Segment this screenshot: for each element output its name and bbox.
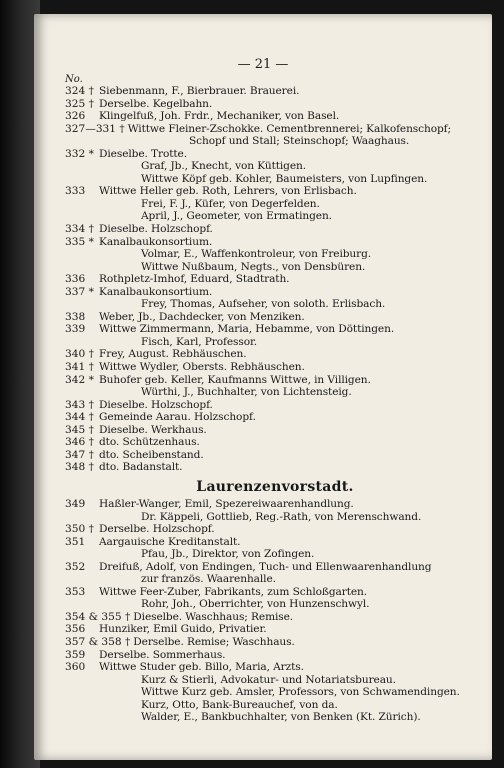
directory-entry [65,399,485,412]
entry-text: Wittwe Kurz geb. Amsler, Professors, von Schwamendingen. [141,686,460,699]
house-number: 324 † [65,85,94,97]
house-number [65,686,99,699]
entry-text: Rohr, Joh., Oberrichter, von Hunzenschwyl. [141,598,370,611]
house-number: 356 [65,623,86,636]
directory-entry [65,198,485,211]
entry-text: Frei, F. J., Küfer, von Degerfelden. [141,197,320,210]
directory-entry [65,561,485,574]
entry-text: Schopf und Stall; Steinschopf; Waaghaus. [189,135,410,148]
directory-entry [65,548,485,561]
entry-text: Frey, Thomas, Aufseher, von soloth. Erlisbach. [141,298,386,311]
entry-text: Würthi, J., Buchhalter, von Lichtensteig. [141,386,352,399]
directory-entry [65,536,485,549]
entry-text: Weber, Jb., Dachdecker, von Menziken. [99,310,305,323]
directory-entry [65,123,485,136]
house-number [65,573,99,586]
entry-text: Gemeinde Aarau. Holzschopf. [99,411,256,424]
directory-entry [65,173,485,186]
house-number: 337 * [65,285,94,298]
directory-entry [65,148,485,161]
directory-entry [65,424,485,437]
house-number: 350 † [65,523,94,536]
directory-entry [65,598,485,611]
book-page [34,14,492,760]
house-number: 348 † [65,461,94,474]
house-number: 334 † [65,223,94,236]
entry-text: dto. Schützenhaus. [99,436,200,449]
directory-entry [65,248,485,261]
house-number [65,198,99,211]
entry-text: Derselbe. Remise; Waschhaus. [133,635,295,648]
house-number [65,699,99,712]
directory-entry [65,649,485,662]
house-number: 340 † [65,348,94,361]
house-number: 333 [65,185,86,198]
entry-text: Wittwe Feer-Zuber, Fabrikants, zum Schloßgarten. [99,585,368,598]
house-number: 346 † [65,436,94,449]
directory-entry [65,336,485,349]
entry-text: Rothpletz-Imhof, Eduard, Stadtrath. [99,273,290,286]
house-number: 343 † [65,398,94,411]
entry-text: Derselbe. Sommerhaus. [99,648,226,661]
entry-text: Derselbe. Holzschopf. [99,523,215,536]
house-number [65,298,99,311]
entry-text: Haßler-Wanger, Emil, Spezereiwaarenhandlung. [99,497,354,510]
directory-entry [65,449,485,462]
directory-entry [65,661,485,674]
house-number [65,711,99,724]
directory-entry [65,699,485,712]
directory-entry [65,623,485,636]
entry-text: Wittwe Studer geb. Billo, Maria, Arzts. [99,661,304,674]
entry-text: Dieselbe. Werkhaus. [99,423,207,436]
directory-entry [65,436,485,449]
directory-entry [65,210,485,223]
house-number [65,248,99,261]
entry-text: Wittwe Heller geb. Roth, Lehrers, von Erlisbach. [99,185,357,198]
house-number: 338 [65,310,86,323]
page-number: — 21 — [237,57,289,72]
entry-text: Dieselbe. Holzschopf. [99,223,213,236]
house-number: 354 & 355 † [65,610,131,623]
house-number: 342 * [65,373,94,386]
directory-entry [65,361,485,374]
house-number: 353 [65,585,86,598]
directory-entries [65,85,485,724]
directory-entry [65,511,485,524]
house-number [65,160,99,173]
house-number [65,173,99,186]
entry-text: April, J., Geometer, von Ermatingen. [141,210,332,223]
house-number: 341 † [65,361,94,374]
entry-text: Frey, August. Rebhäuschen. [99,348,247,361]
directory-entry [65,374,485,387]
directory-entry [65,523,485,536]
house-number [65,598,99,611]
entry-text: Graf, Jb., Knecht, von Küttigen. [141,160,307,173]
house-number: 326 [65,110,86,123]
house-number: 357 & 358 † [65,635,131,648]
entry-text: Dreifuß, Adolf, von Endingen, Tuch- und Ellenwaarenhandlung [99,560,432,573]
entry-text: Dieselbe. Holzschopf. [99,398,213,411]
house-number [65,386,99,399]
house-number [65,511,99,524]
house-number: 344 † [65,411,94,424]
directory-entry [65,573,485,586]
directory-entry [65,586,485,599]
house-number: 335 * [65,235,94,248]
entry-text: Klingelfuß, Joh. Frdr., Mechaniker, von Basel. [99,110,340,123]
house-number: 325 † [65,97,94,110]
house-number [65,261,99,274]
directory-entry [65,311,485,324]
section-title: Laurenzenvorstadt. [196,478,354,495]
house-number: 360 [65,661,86,674]
entry-text: Dieselbe. Trotte. [99,147,187,160]
directory-entry [65,461,485,474]
house-number: 327—331 † [65,122,125,135]
entry-text: Kurz, Otto, Bank-Bureauchef, von da. [141,698,338,711]
house-number: 336 [65,273,86,286]
entry-text: Wittwe Fleiner-Zschokke. Cementbrennerei; Kalkofenschopf; [127,122,451,135]
directory-entry [65,611,485,624]
directory-entry [65,85,485,98]
entry-text: Fisch, Karl, Professor. [141,335,258,348]
entry-text: Kanalbaukonsortium. [99,285,213,298]
entry-text: Wittwe Wydler, Obersts. Rebhäuschen. [99,361,305,374]
entry-text: Hunziker, Emil Guido, Privatier. [99,623,267,636]
house-number: 359 [65,648,86,661]
directory-entry [65,674,485,687]
directory-entry [65,711,485,724]
house-number: 345 † [65,423,94,436]
directory-entry [65,261,485,274]
directory-entry [65,636,485,649]
directory-entry [65,498,485,511]
entry-text: Kanalbaukonsortium. [99,235,213,248]
entry-text: Wittwe Zimmermann, Maria, Hebamme, von Döttingen. [99,323,395,336]
entry-text: Volmar, E., Waffenkontroleur, von Freiburg. [141,248,372,261]
directory-entry [65,135,485,148]
entry-text: Pfau, Jb., Direktor, von Zofingen. [141,548,315,561]
directory-entry [65,686,485,699]
entry-text: Siebenmann, F., Bierbrauer. Brauerei. [99,85,300,97]
house-number [65,210,99,223]
directory-entry [65,323,485,336]
directory-entry [65,98,485,111]
directory-entry [65,160,485,173]
entry-text: Wittwe Köpf geb. Kohler, Baumeisters, von Lupfingen. [141,172,428,185]
entry-text: Buhofer geb. Keller, Kaufmanns Wittwe, in Villigen. [99,373,371,386]
directory-entry [65,223,485,236]
house-number: 351 [65,535,86,548]
entry-text: dto. Badanstalt. [99,461,183,474]
house-number [65,674,99,687]
entry-text: dto. Scheibenstand. [99,448,204,461]
house-number [65,135,99,148]
house-number [65,336,99,349]
directory-entry [65,236,485,249]
house-number: 339 [65,323,86,336]
entry-text: Dieselbe. Waschhaus; Remise. [133,610,294,623]
house-number: 349 [65,497,86,510]
directory-entry [65,286,485,299]
house-number: 332 * [65,147,94,160]
directory-entry [65,110,485,123]
entry-text: Walder, E., Bankbuchhalter, von Benken (Kt. Zürich). [141,711,421,724]
house-number: 347 † [65,448,94,461]
entry-text: Wittwe Nußbaum, Negts., von Densbüren. [141,260,366,273]
entries-list-a [65,85,485,474]
entry-text: zur französ. Waarenhalle. [141,573,276,586]
entry-text: Dr. Käppeli, Gottlieb, Reg.-Rath, von Merenschwand. [141,510,422,523]
entry-text: Aargauische Kreditanstalt. [99,535,241,548]
directory-entry [65,273,485,286]
entries-list-b [65,498,485,724]
directory-entry [65,185,485,198]
house-number: 352 [65,560,86,573]
directory-entry [65,298,485,311]
column-label-no: No. [65,74,83,85]
directory-entry [65,411,485,424]
directory-entry [65,348,485,361]
entry-text: Derselbe. Kegelbahn. [99,97,213,110]
house-number [65,548,99,561]
directory-entry [65,386,485,399]
entry-text: Kurz & Stierli, Advokatur- und Notariatsbureau. [141,673,396,686]
